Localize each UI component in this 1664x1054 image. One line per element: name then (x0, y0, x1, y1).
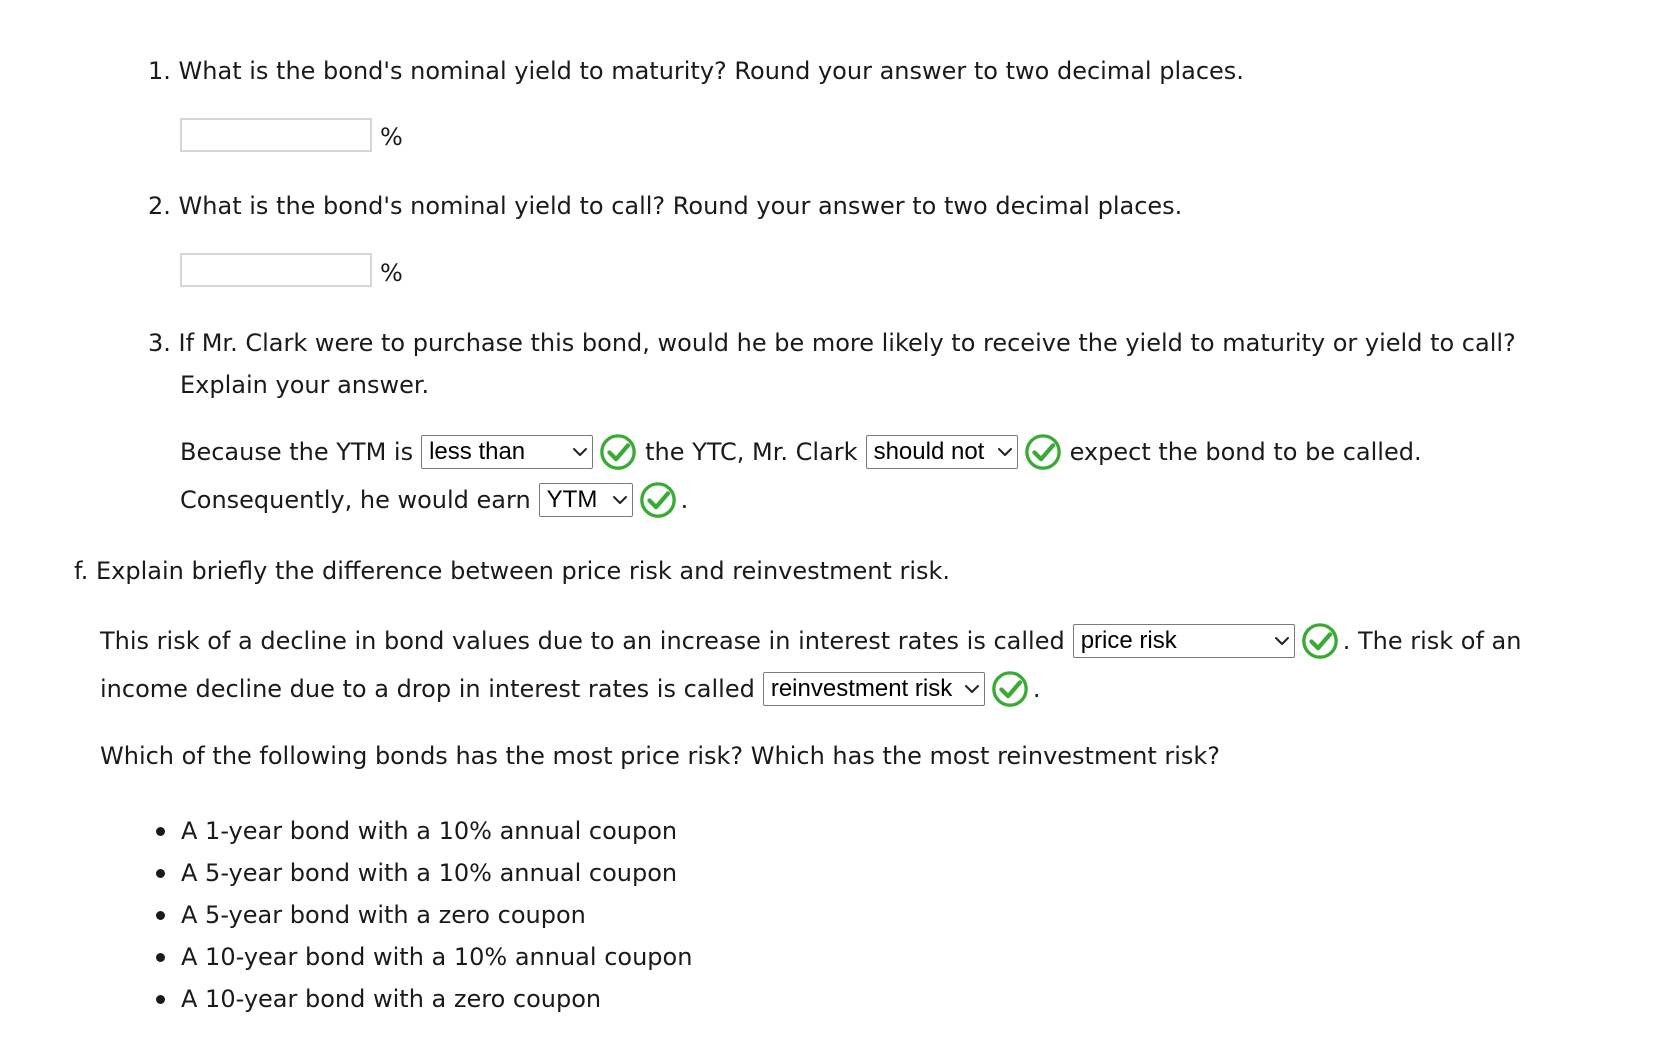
bond-option-text: A 5-year bond with a 10% annual coupon (181, 859, 678, 887)
correct-check-icon (639, 481, 677, 519)
q3-sentence-line1 (180, 433, 1422, 471)
ytc-answer-input[interactable] (180, 253, 372, 287)
chevron-down-icon (964, 684, 980, 694)
q3-sentence-part2: the YTC, Mr. Clark (645, 438, 858, 466)
list-item (150, 852, 692, 894)
correct-check-icon (1301, 622, 1339, 660)
price-risk-value: price risk (1080, 627, 1177, 654)
ytm-comparison-select[interactable] (421, 435, 593, 469)
q3-sentence-part3: expect the bond to be called. (1069, 438, 1422, 466)
question-2-text: What is the bond's nominal yield to call? Round your answer to two decimal places. (178, 192, 1183, 220)
question-3-text-line2: Explain your answer. (180, 371, 430, 399)
list-item (150, 936, 692, 978)
bond-option-text: A 1-year bond with a 10% annual coupon (181, 817, 678, 845)
chevron-down-icon (612, 495, 628, 505)
q3-sentence-period: . (680, 486, 689, 514)
question-2 (148, 191, 1182, 221)
q3-sentence-line2 (180, 481, 688, 519)
bullet-icon (156, 995, 165, 1004)
bond-option-text: A 5-year bond with a zero coupon (181, 901, 586, 929)
which-bonds-question: Which of the following bonds has the most price risk? Which has the most reinvestment risk? (100, 742, 1221, 770)
f-sentence-line1 (100, 622, 1521, 660)
call-expectation-value: should not (873, 438, 985, 465)
f-sentence-line2 (100, 670, 1040, 708)
call-expectation-select[interactable] (866, 435, 1018, 469)
question-3-number: 3. (148, 329, 171, 357)
f-sentence-part3: income decline due to a drop in interest rates is called (100, 675, 755, 703)
q3-sentence-part1: Because the YTM is (180, 438, 414, 466)
reinvestment-risk-value: reinvestment risk (770, 675, 953, 702)
yield-earned-select[interactable] (539, 483, 633, 517)
part-f-question (74, 556, 950, 586)
correct-check-icon (1024, 433, 1062, 471)
bullet-icon (156, 911, 165, 920)
list-item (150, 810, 692, 852)
bullet-icon (156, 869, 165, 878)
list-item (150, 978, 692, 1020)
q3-sentence-part4: Consequently, he would earn (180, 486, 531, 514)
correct-check-icon (991, 670, 1029, 708)
question-1-number: 1. (148, 57, 171, 85)
part-f-label: f. (74, 557, 89, 585)
f-sentence-part1: This risk of a decline in bond values due to an increase in interest rates is called (100, 627, 1065, 655)
bond-list (150, 810, 692, 1020)
bond-option-text: A 10-year bond with a 10% annual coupon (181, 943, 693, 971)
chevron-down-icon (1274, 636, 1290, 646)
f-sentence-period: . (1032, 675, 1041, 703)
reinvestment-risk-select[interactable] (763, 672, 985, 706)
question-3-text-line1: If Mr. Clark were to purchase this bond, would he be more likely to receive the yield to maturity or yield to call? (178, 329, 1516, 357)
chevron-down-icon (997, 447, 1013, 457)
bullet-icon (156, 827, 165, 836)
price-risk-select[interactable] (1073, 624, 1295, 658)
f-sentence-part2: . The risk of an (1342, 627, 1522, 655)
bond-option-text: A 10-year bond with a zero coupon (181, 985, 602, 1013)
part-f-question-text: Explain briefly the difference between price risk and reinvestment risk. (95, 557, 951, 585)
ytm-comparison-value: less than (429, 438, 526, 465)
yield-earned-value: YTM (546, 486, 598, 513)
bullet-icon (156, 953, 165, 962)
question-2-number: 2. (148, 192, 171, 220)
ytm-answer-input[interactable] (180, 118, 372, 152)
list-item (150, 894, 692, 936)
ytc-percent-unit: % (380, 259, 403, 287)
question-1 (148, 56, 1244, 86)
question-1-text: What is the bond's nominal yield to maturity? Round your answer to two decimal places. (178, 57, 1244, 85)
question-3 (148, 328, 1516, 358)
correct-check-icon (599, 433, 637, 471)
ytm-percent-unit: % (380, 123, 403, 151)
chevron-down-icon (572, 447, 588, 457)
